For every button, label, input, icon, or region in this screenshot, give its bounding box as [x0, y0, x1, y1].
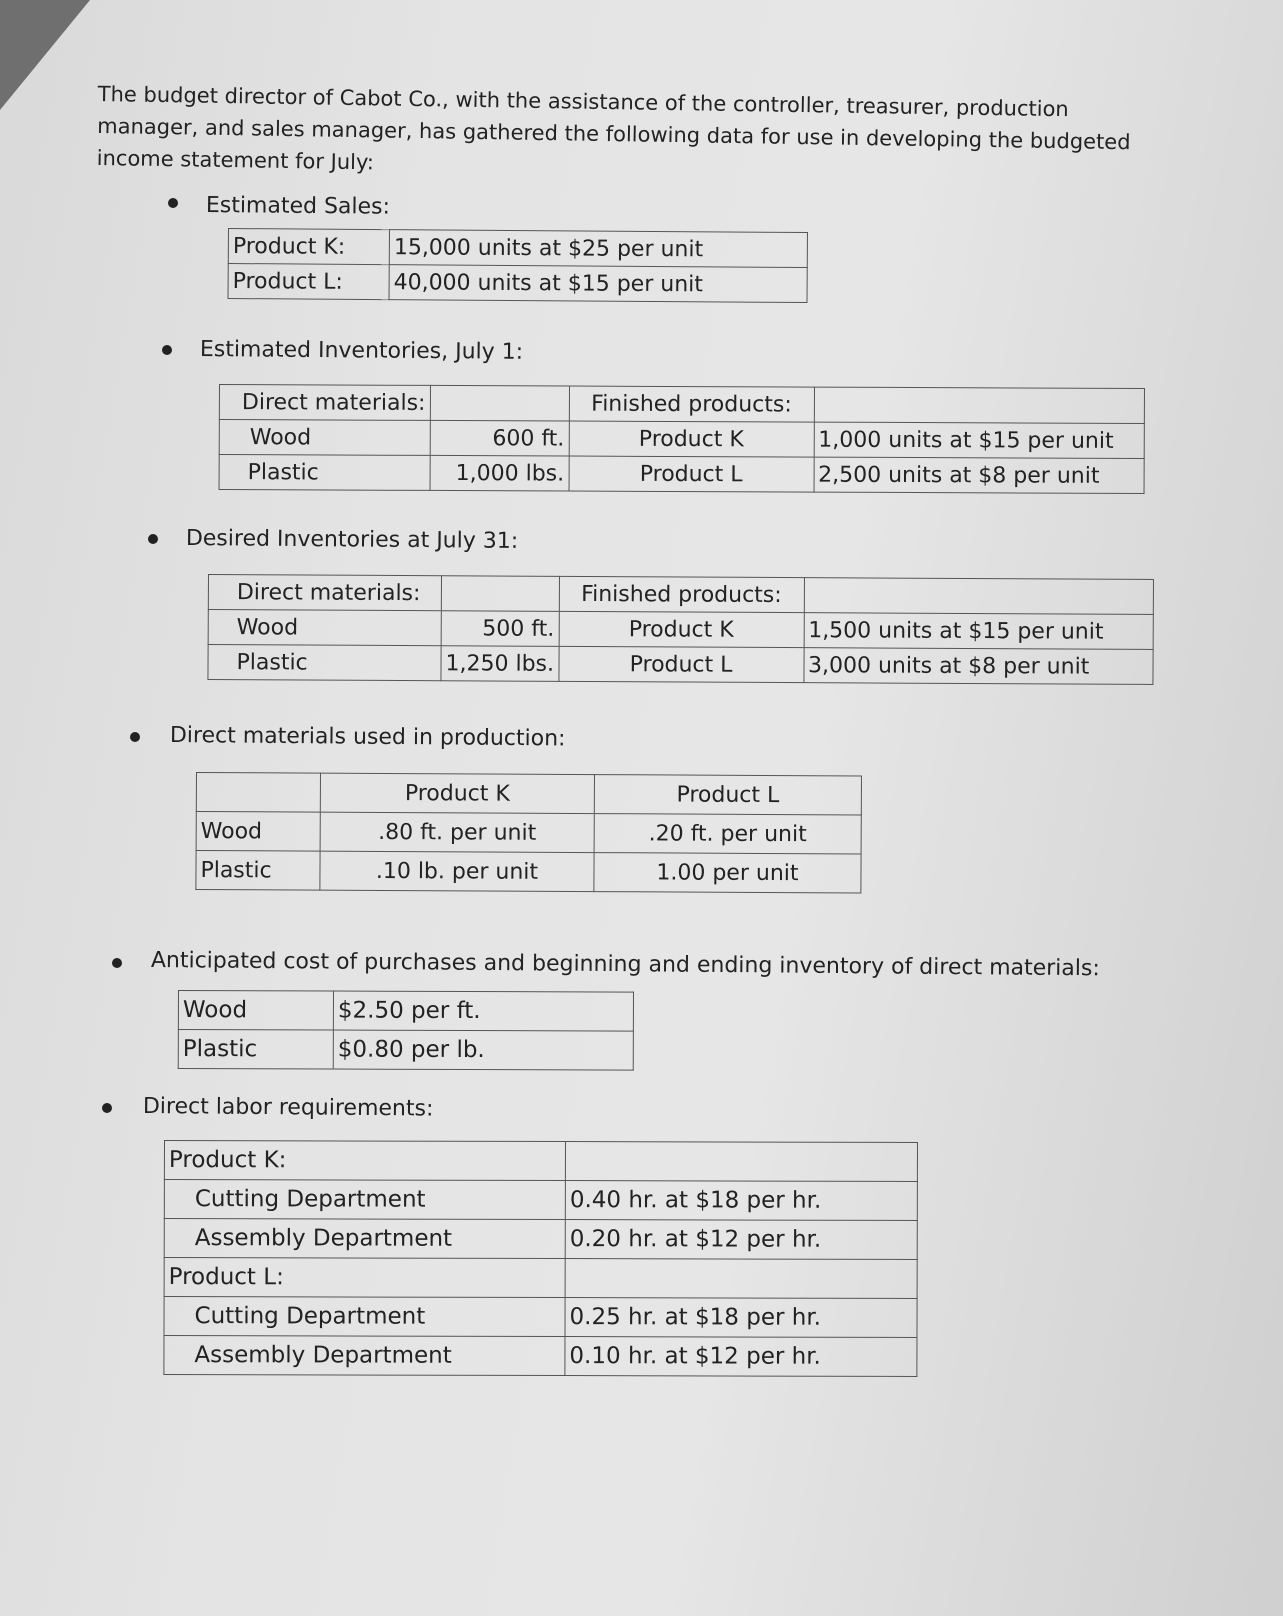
table-cell: 15,000 units at $25 per unit — [389, 230, 807, 268]
table-cell: 0.10 hr. at $12 per hr. — [565, 1337, 917, 1377]
sales-heading: Estimated Sales: — [205, 193, 391, 220]
labor-heading: Direct labor requirements: — [142, 1094, 434, 1122]
table-cell: Wood — [208, 610, 441, 646]
table-row — [178, 1030, 633, 1071]
table-row — [228, 264, 807, 303]
table-cell: Product L — [594, 775, 861, 815]
bullet-dot — [112, 958, 122, 968]
table-cell: Cutting Department — [164, 1180, 565, 1220]
table-cell: Cutting Department — [164, 1297, 565, 1337]
table-cell: Product K — [320, 773, 594, 813]
bullet-dot — [148, 534, 158, 544]
bullet-dot — [168, 198, 178, 208]
table-cell: Direct materials: — [208, 575, 441, 611]
table-cell: Plastic — [178, 1030, 333, 1070]
table-row — [164, 1336, 917, 1377]
table-cell: Product K: — [164, 1141, 565, 1181]
table-row — [219, 385, 1144, 424]
table-row — [208, 645, 1153, 685]
table-cell — [565, 1259, 917, 1299]
table-cell: Wood — [219, 420, 430, 456]
table-cell: $0.80 per lb. — [333, 1030, 633, 1070]
table-cell: Plastic — [208, 645, 441, 681]
table-cell: Product L — [558, 646, 803, 682]
table-cell: 40,000 units at $15 per unit — [389, 265, 807, 303]
dm-used-heading: Direct materials used in production: — [169, 723, 566, 752]
table-row — [219, 420, 1144, 459]
table-cell — [430, 385, 569, 421]
table-cell — [196, 773, 320, 813]
table-row — [208, 575, 1153, 615]
table-cell: 500 ft. — [441, 611, 559, 647]
table-cell: Finished products: — [569, 386, 814, 422]
table-cell: Product L: — [164, 1258, 565, 1298]
table-row — [196, 773, 861, 815]
costs-table — [178, 990, 634, 1071]
table-cell: Assembly Department — [164, 1336, 565, 1376]
table-row — [196, 812, 861, 854]
table-cell: Product K — [559, 611, 804, 647]
table-cell: Product K — [569, 421, 814, 457]
table-cell: 3,000 units at $8 per unit — [803, 648, 1153, 685]
table-row — [219, 455, 1144, 494]
table-cell: Plastic — [196, 851, 320, 891]
table-row — [164, 1297, 917, 1338]
table-cell: 1,500 units at $15 per unit — [804, 613, 1154, 650]
table-cell: .20 ft. per unit — [594, 814, 861, 854]
table-cell: $2.50 per ft. — [333, 991, 633, 1031]
table-cell: Direct materials: — [219, 385, 430, 421]
table-cell: Wood — [196, 812, 320, 852]
table-cell: 2,500 units at $8 per unit — [814, 457, 1145, 493]
labor-table — [163, 1140, 918, 1377]
table-cell: Product L: — [228, 264, 389, 300]
bullet-dot — [102, 1103, 112, 1113]
table-cell: .10 lb. per unit — [320, 851, 594, 891]
begin-inv-table — [219, 384, 1145, 494]
table-cell — [565, 1142, 917, 1182]
table-cell: 1.00 per unit — [594, 853, 861, 893]
table-row — [164, 1141, 917, 1182]
table-cell: 0.20 hr. at $12 per hr. — [565, 1220, 917, 1260]
dm-used-table — [195, 772, 862, 893]
bullet-dot — [162, 345, 172, 355]
end-inv-table — [207, 574, 1154, 685]
table-cell: 1,000 units at $15 per unit — [814, 422, 1145, 458]
table-cell: 1,250 lbs. — [441, 646, 559, 682]
table-row — [164, 1180, 917, 1221]
table-cell — [814, 387, 1145, 423]
table-cell: Finished products: — [559, 576, 804, 612]
intro-paragraph: The budget director of Cabot Co., with the assistance of the controller, treasurer, production manager, and sales manager, has gathered the following data for use in developing the budgeted income statement for July: — [96, 81, 1131, 175]
table-cell: 0.40 hr. at $18 per hr. — [565, 1181, 917, 1221]
table-cell: Plastic — [219, 455, 430, 491]
table-row — [164, 1258, 917, 1299]
table-row — [178, 991, 633, 1032]
table-cell: Assembly Department — [164, 1219, 565, 1259]
table-cell: 0.25 hr. at $18 per hr. — [565, 1298, 917, 1338]
end-inv-heading: Desired Inventories at July 31: — [185, 526, 519, 554]
table-cell: 600 ft. — [430, 420, 569, 456]
table-cell: Product K: — [228, 229, 389, 265]
table-cell: 1,000 lbs. — [430, 455, 569, 491]
table-cell — [441, 576, 559, 612]
table-cell: .80 ft. per unit — [320, 812, 594, 852]
begin-inv-heading: Estimated Inventories, July 1: — [199, 337, 524, 365]
table-row — [208, 610, 1153, 650]
table-cell — [804, 578, 1154, 615]
table-cell: Wood — [178, 991, 333, 1031]
table-row — [228, 229, 807, 268]
sales-table — [228, 228, 808, 303]
table-cell: Product L — [569, 456, 814, 492]
table-row — [164, 1219, 917, 1260]
costs-heading: Anticipated cost of purchases and beginning and ending inventory of direct materials: — [150, 948, 1100, 982]
bullet-dot — [130, 732, 140, 742]
table-row — [196, 851, 861, 893]
